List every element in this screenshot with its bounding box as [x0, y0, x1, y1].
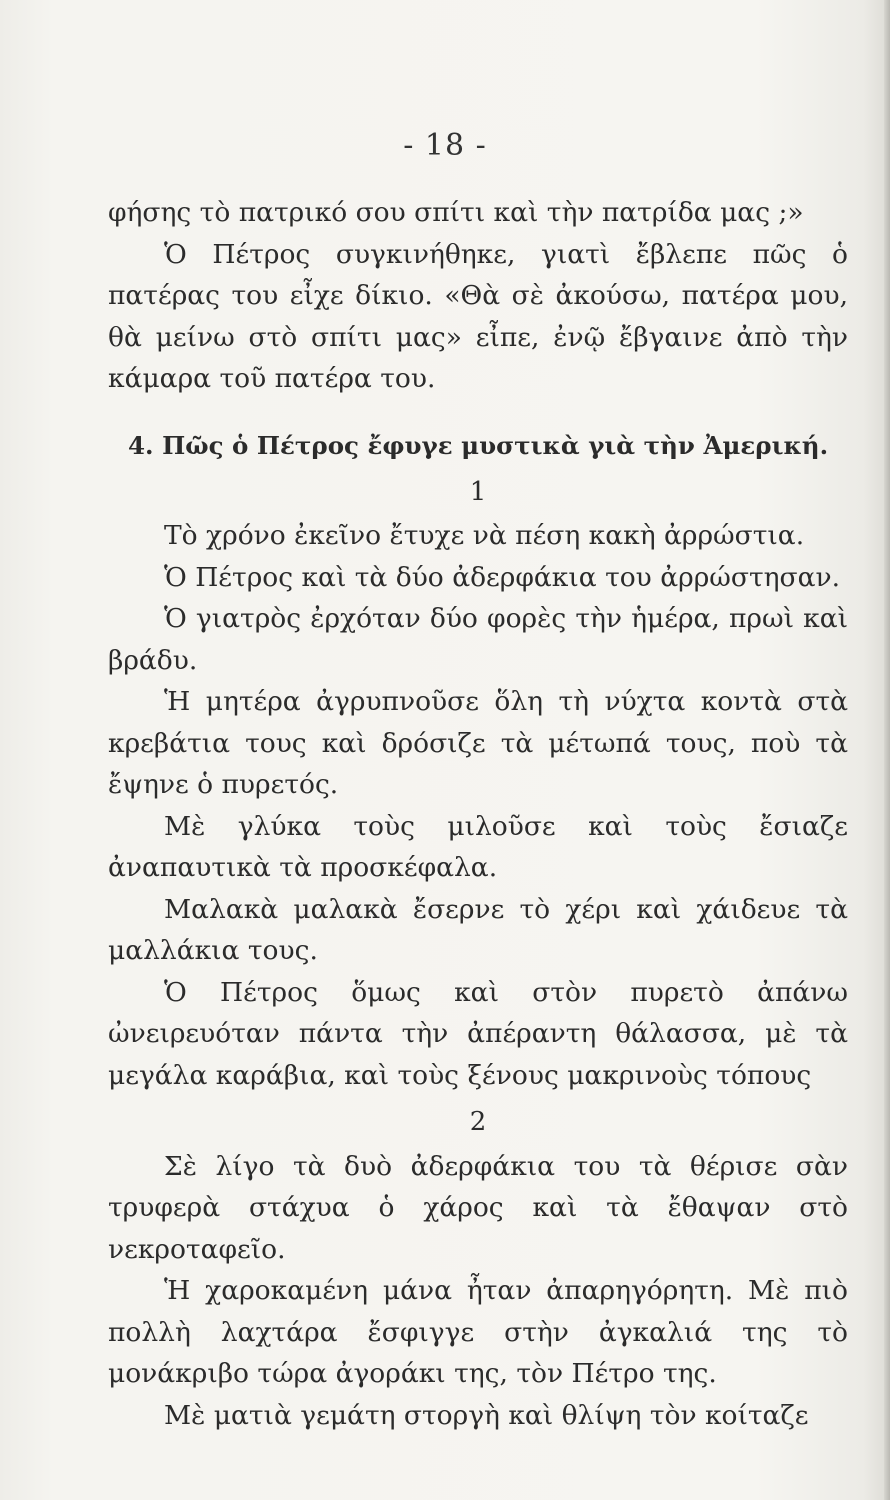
- paragraph: Τὸ χρόνο ἐκεῖνο ἔτυχε νὰ πέση κακὴ ἀρρώστια.: [164, 520, 805, 551]
- paragraph: Ἡ μητέρα ἀγρυπνοῦσε ὅλη τὴ νύχτα κοντὰ στὰ κρεβάτια τους καὶ δρόσιζε τὰ μέτωπά τους, ποὺ τὰ ἔψηνε ὁ πυρετός.: [108, 686, 848, 800]
- paragraph-continuation: φήσης τὸ πατρικό σου σπίτι καὶ τὴν πατρίδα μας ;»: [108, 197, 804, 228]
- section-number-1: 1: [469, 476, 487, 507]
- paragraph: Μὲ γλύκα τοὺς μιλοῦσε καὶ τοὺς ἔσιαζε ἀναπαυτικὰ τὰ προσκέφαλα.: [108, 810, 848, 883]
- paragraph: Ὁ Πέτρος καὶ τὰ δύο ἀδερφάκια του ἀρρώστησαν.: [164, 561, 841, 593]
- section-number-2: 2: [469, 1107, 487, 1137]
- paragraph: Μὲ ματιὰ γεμάτη στοργὴ καὶ θλίψη τὸν κοίταζε: [164, 1399, 809, 1431]
- paragraph: Ὁ γιατρὸς ἐρχόταν δύο φορὲς τὴν ἡμέρα, πρωὶ καὶ βράδυ.: [108, 603, 848, 676]
- page-number: - 18 -: [403, 128, 487, 163]
- paragraph: Ὁ Πέτρος συγκινήθηκε, γιατὶ ἔβλεπε πῶς ὁ πατέρας του εἶχε δίκιο. «Θὰ σὲ ἀκούσω, πατέρα μου, θὰ μείνω στὸ σπίτι μας» εἶπε, ἐνῷ ἔβγαινε ἀπὸ τὴν κάμαρα τοῦ πατέρα του.: [108, 238, 848, 394]
- paragraph: Ὁ Πέτρος ὅμως καὶ στὸν πυρετὸ ἀπάνω ὠνειρευόταν πάντα τὴν ἀπέραντη θάλασσα, μὲ τὰ μεγάλα καράβια, καὶ τοὺς ξένους μακρινοὺς τόπους: [108, 976, 848, 1091]
- paragraph: Σὲ λίγο τὰ δυὸ ἀδερφάκια του τὰ θέρισε σὰν τρυφερὰ στάχυα ὁ χάρος καὶ τὰ ἔθαψαν στὸ νεκροταφεῖο.: [108, 1150, 848, 1265]
- paragraph: Ἡ χαροκαμένη μάνα ἦταν ἀπαρηγόρητη. Μὲ πιὸ πολλὴ λαχτάρα ἔσφιγγε στὴν ἀγκαλιά της τὸ μονάκριβο τώρα ἀγοράκι της, τὸν Πέτρο της.: [108, 1275, 848, 1389]
- paragraph: Μαλακὰ μαλακὰ ἔσερνε τὸ χέρι καὶ χάιδευε τὰ μαλλάκια τους.: [108, 893, 848, 966]
- chapter-heading: 4. Πῶς ὁ Πέτρος ἔφυγε μυστικὰ γιὰ τὴν Ἀμερική.: [128, 430, 829, 460]
- page-body: [108, 192, 848, 1436]
- page-edge: [884, 0, 890, 1500]
